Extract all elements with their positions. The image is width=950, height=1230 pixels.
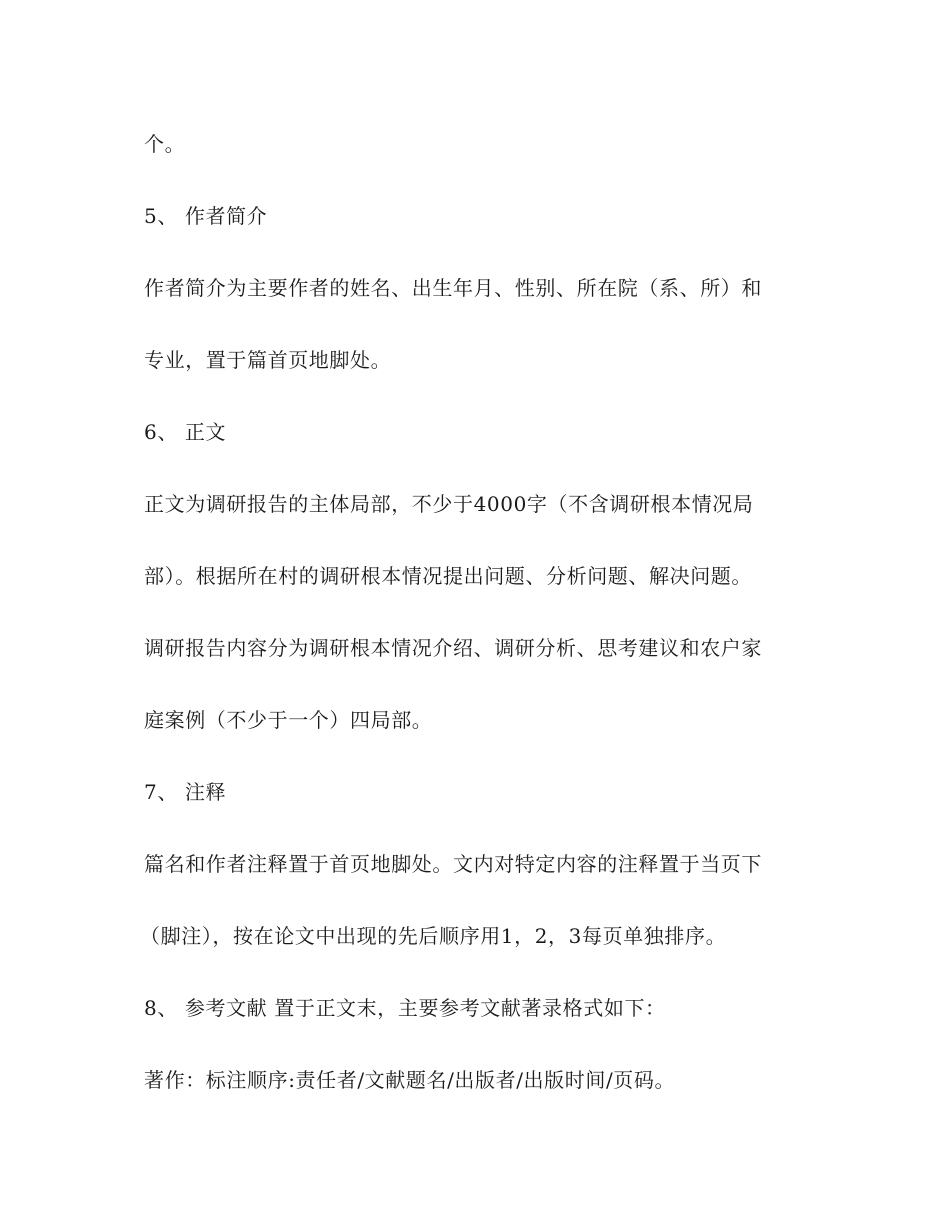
- paragraph-line: 著作：标注顺序:责任者/文献题名/出版者/出版时间/页码。: [144, 1068, 676, 1092]
- paragraph-line: 部）。根据所在村的调研根本情况提出问题、分析问题、解决问题。: [144, 564, 752, 588]
- paragraph-line: 篇名和作者注释置于首页地脚处。文内对特定内容的注释置于当页下: [144, 852, 762, 876]
- paragraph-line: （脚注），按在论文中出现的先后顺序用1，2，3每页单独排序。: [140, 924, 727, 948]
- section-heading-body: 6、 正文: [144, 420, 227, 444]
- section-heading-references: 8、 参考文献 置于正文末，主要参考文献著录格式如下：: [144, 996, 666, 1020]
- paragraph-line: 专业，置于篇首页地脚处。: [144, 348, 392, 372]
- continuation-line: 个。: [144, 132, 186, 156]
- paragraph-line: 正文为调研报告的主体局部，不少于4000字（不含调研根本情况局: [144, 492, 754, 516]
- paragraph-line: 作者简介为主要作者的姓名、出生年月、性别、所在院（系、所）和: [144, 276, 762, 300]
- section-heading-notes: 7、 注释: [144, 780, 227, 804]
- paragraph-line: 调研报告内容分为调研根本情况介绍、调研分析、思考建议和农户家: [144, 636, 762, 660]
- section-heading-author-bio: 5、 作者简介: [144, 204, 268, 228]
- paragraph-line: 庭案例（不少于一个）四局部。: [144, 708, 433, 732]
